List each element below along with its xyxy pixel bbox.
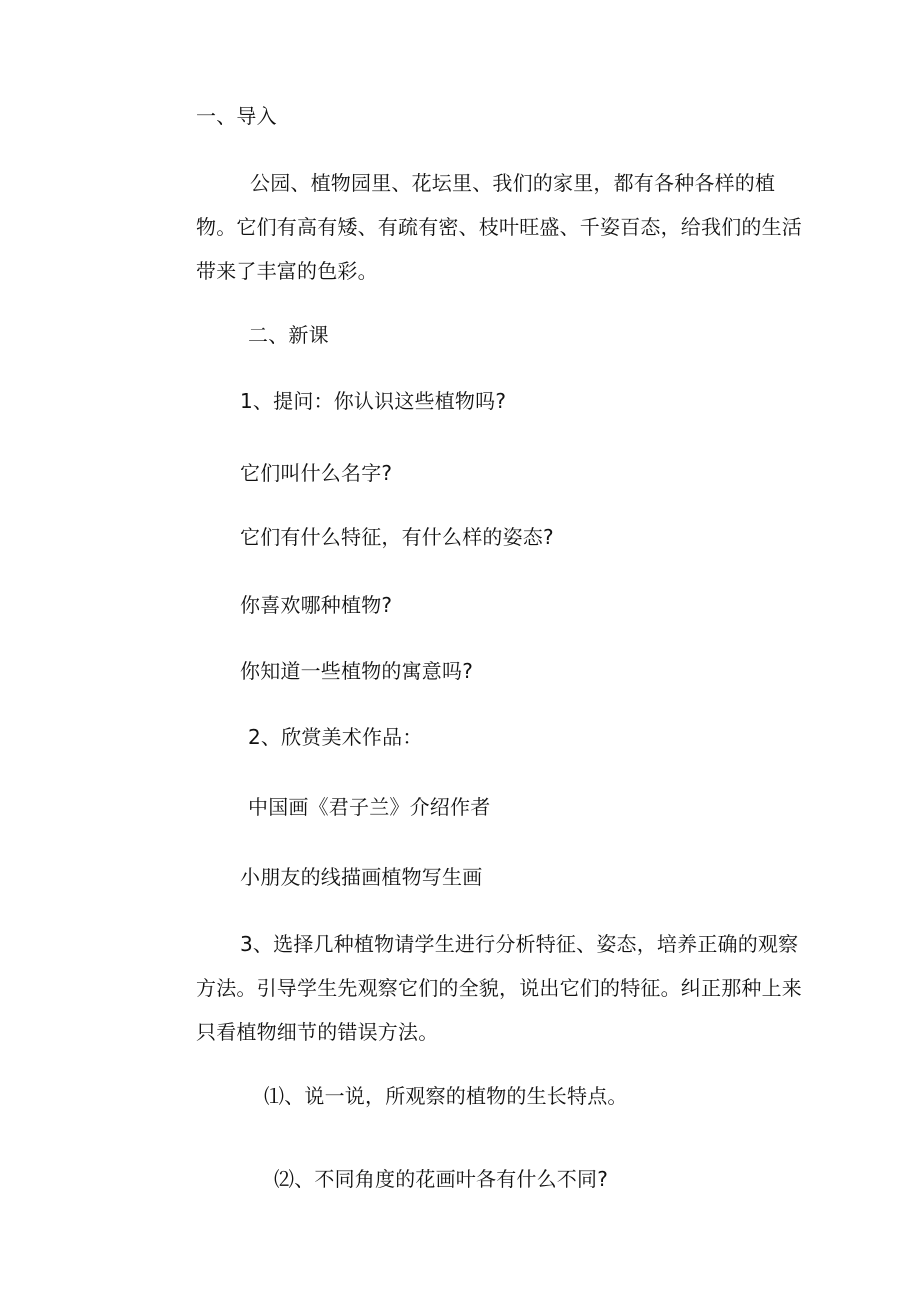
list-item-question: 1、提问：你认识这些植物吗?	[240, 389, 507, 413]
question-line: 它们叫什么名字?	[240, 461, 393, 485]
list-item-appreciate: 2、欣赏美术作品：	[248, 725, 423, 749]
section-heading-intro: 一、导入	[196, 104, 277, 128]
paragraph-line: 只看植物细节的错误方法。	[196, 1020, 439, 1044]
question-line: 它们有什么特征，有什么样的姿态?	[240, 525, 554, 549]
artwork-line: 小朋友的线描画植物写生画	[240, 865, 483, 889]
list-item-observe: 3、选择几种植物请学生进行分析特征、姿态，培养正确的观察	[240, 932, 799, 956]
sub-item-line: ⑵、不同角度的花画叶各有什么不同?	[274, 1167, 609, 1191]
artwork-line: 中国画《君子兰》介绍作者	[248, 795, 491, 819]
paragraph-line: 方法。引导学生先观察它们的全貌，说出它们的特征。纠正那种上来	[196, 976, 802, 1000]
paragraph-line: 带来了丰富的色彩。	[196, 259, 378, 283]
sub-item-line: ⑴、说一说，所观察的植物的生长特点。	[264, 1084, 628, 1108]
question-line: 你喜欢哪种植物?	[240, 593, 393, 617]
paragraph-line: 物。它们有高有矮、有疏有密、枝叶旺盛、千姿百态，给我们的生活	[196, 215, 802, 239]
paragraph-line: 公园、植物园里、花坛里、我们的家里，都有各种各样的植	[250, 171, 776, 195]
section-heading-new-lesson: 二、新课	[248, 323, 329, 347]
question-line: 你知道一些植物的寓意吗?	[240, 659, 474, 683]
